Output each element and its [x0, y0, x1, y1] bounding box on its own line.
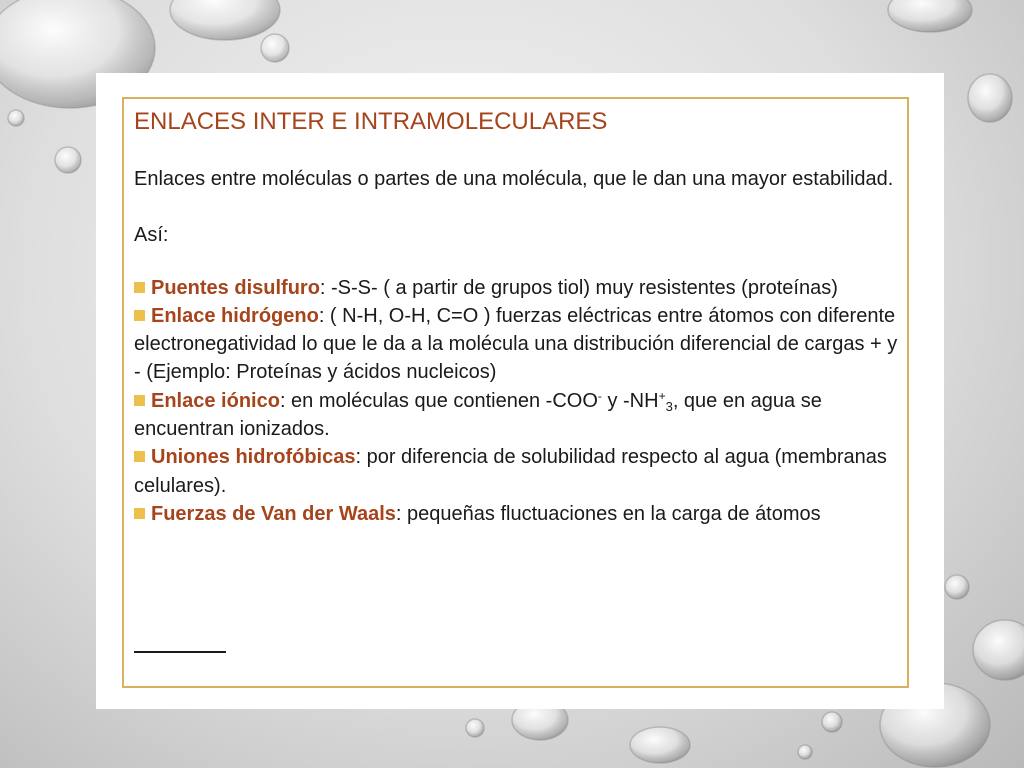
slide-content	[134, 107, 904, 528]
bond-term: Fuerzas de Van der Waals	[151, 502, 396, 525]
bond-term: Uniones hidrofóbicas	[151, 446, 356, 469]
droplet-icon	[822, 712, 842, 732]
bond-description: : -S-S- ( a partir de grupos tiol) muy resistentes (proteínas)	[319, 276, 838, 299]
square-bullet-icon	[134, 395, 145, 406]
droplet-icon	[55, 147, 81, 173]
asi-label: Así:	[134, 224, 169, 247]
bond-description: : pequeñas fluctuaciones en la carga de átomos	[395, 502, 821, 525]
slide-card	[96, 73, 944, 709]
square-bullet-icon	[134, 310, 145, 321]
bond-item-ionic	[134, 387, 904, 444]
droplet-icon	[8, 110, 24, 126]
bond-description-cont: y -NH	[601, 389, 659, 412]
droplet-icon	[261, 34, 289, 62]
droplet-icon	[888, 0, 972, 32]
droplet-icon	[170, 0, 280, 40]
droplet-icon	[968, 74, 1012, 122]
bond-description-end: , que en agua se encuentran ionizados.	[134, 389, 822, 441]
bond-description: : ( N-H, O-H, C=O ) fuerzas eléctricas entre átomos con diferente electronegatividad lo que le da a la molécula una distribución diferencial de cargas + y - (Ejemplo: Proteínas y ácidos nucleicos)	[134, 304, 898, 384]
square-bullet-icon	[134, 508, 145, 519]
droplet-icon	[466, 719, 484, 737]
square-bullet-icon	[134, 451, 145, 462]
charge-superscript: +	[658, 388, 666, 403]
droplet-icon	[630, 727, 690, 763]
square-bullet-icon	[134, 282, 145, 293]
slide-title: ENLACES INTER E INTRAMOLECULARES	[134, 108, 608, 135]
bond-term: Puentes disulfuro	[151, 276, 320, 299]
bond-item-van-der-waals	[134, 500, 904, 528]
droplet-icon	[798, 745, 812, 759]
bond-item-hydrophobic	[134, 443, 904, 500]
bond-term: Enlace hidrógeno	[151, 304, 319, 327]
bond-term: Enlace iónico	[151, 389, 280, 412]
atom-count-subscript: 3	[665, 398, 673, 414]
droplet-icon	[945, 575, 969, 599]
bond-description: : en moléculas que contienen -COO	[279, 389, 598, 412]
intro-paragraph: Enlaces entre moléculas o partes de una molécula, que le dan una mayor estabilidad.	[134, 168, 894, 190]
bond-item-hydrogen	[134, 302, 904, 387]
droplet-icon	[973, 620, 1024, 680]
bond-description: : por diferencia de solubilidad respecto al agua (membranas celulares).	[134, 446, 887, 497]
bond-item-disulfide	[134, 274, 904, 302]
charge-superscript: -	[597, 388, 602, 403]
underline-rule	[134, 651, 226, 653]
